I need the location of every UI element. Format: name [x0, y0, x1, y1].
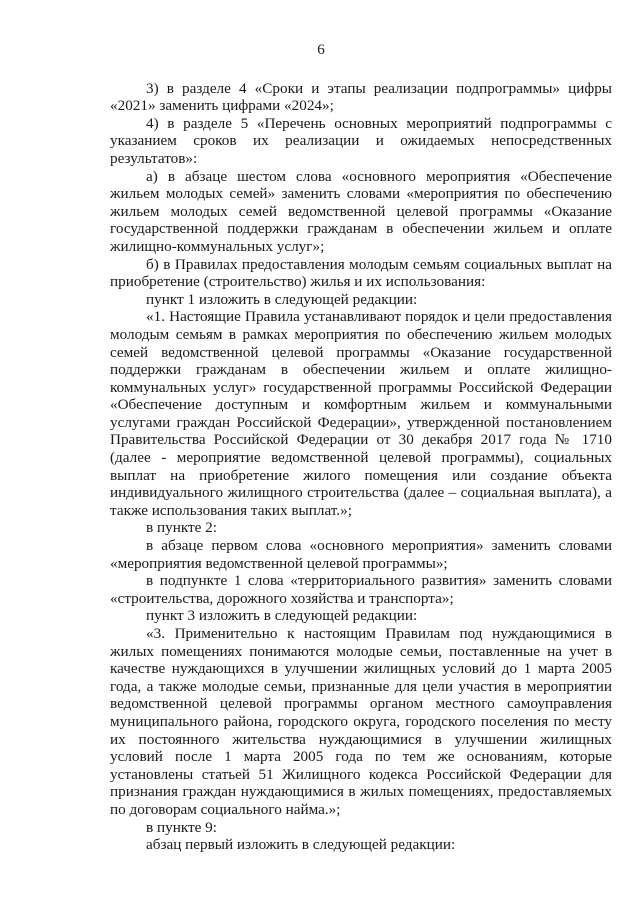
- paragraph: в пункте 2:: [146, 519, 217, 537]
- paragraph: абзац первый изложить в следующей редакции:: [146, 836, 456, 854]
- paragraph: «1. Настоящие Правила устанавливают порядок и цели предоставления молодым семьям в рамках мероприятия по обеспечению жильем молодых семей ведомственной целевой программы «Оказание государственной поддержки гражданам в обеспечении жильем и оплате жилищно-коммунальных услуг» государственной программы Российской Федерации «Обеспечение доступным и комфортным жильем и коммунальными услугами граждан Российской Федерации», утвержденной постановлением Правительства Российской Федерации от 30 декабря 2017 года № 1710 (далее - мероприятие ведомственной целевой программы), социальных выплат на приобретение жилого помещения или создание объекта индивидуального жилищного строительства (далее – социальная выплата), а также использования таких выплат.»;: [110, 308, 612, 519]
- paragraph: б) в Правилах предоставления молодым семьям социальных выплат на приобретение (строительство) жилья и их использования:: [110, 255, 612, 291]
- paragraph: в подпункте 1 слова «территориального развития» заменить словами «строительства, дорожного хозяйства и транспорта»;: [110, 572, 612, 607]
- paragraph: «3. Применительно к настоящим Правилам под нуждающимися в жилых помещениях понимаются молодые семьи, поставленные на учет в качестве нуждающихся в улучшении жилищных условий до 1 марта 2005 года, а также молодые семьи, признанные для цели участия в мероприятии ведомственной целевой программы органом местного самоуправления муниципального района, городского округа, городского поселения по месту их постоянного жительства нуждающимися в улучшении жилищных условий после 1 марта 2005 года по тем же основаниям, которые установлены статьей 51 Жилищного кодекса Российской Федерации для признания граждан нуждающимися в жилых помещениях, предоставляемых по договорам социального найма.»;: [110, 625, 612, 818]
- document-body: [110, 80, 612, 854]
- paragraph: в абзаце первом слова «основного мероприятия» заменить словами «мероприятия ведомственной целевой программы»;: [110, 537, 612, 572]
- paragraph: пункт 1 изложить в следующей редакции:: [146, 290, 418, 308]
- paragraph: а) в абзаце шестом слова «основного мероприятия «Обеспечение жильем молодых семей» заменить словами «мероприятия по обеспечению жильем молодых семей ведомственной целевой программы «Оказание государственной поддержки гражданам в обеспечении жильем и оплате жилищно-коммунальных услуг»;: [110, 167, 612, 255]
- paragraph: в пункте 9:: [146, 818, 217, 836]
- paragraph: 4) в разделе 5 «Перечень основных мероприятий подпрограммы с указанием сроков их реализации и ожидаемых непосредственных результатов»:: [110, 114, 612, 167]
- page-number: 6: [317, 42, 325, 58]
- paragraph: 3) в разделе 4 «Сроки и этапы реализации подпрограммы» цифры «2021» заменить цифрами «2024»;: [110, 79, 612, 115]
- paragraph: пункт 3 изложить в следующей редакции:: [146, 607, 418, 625]
